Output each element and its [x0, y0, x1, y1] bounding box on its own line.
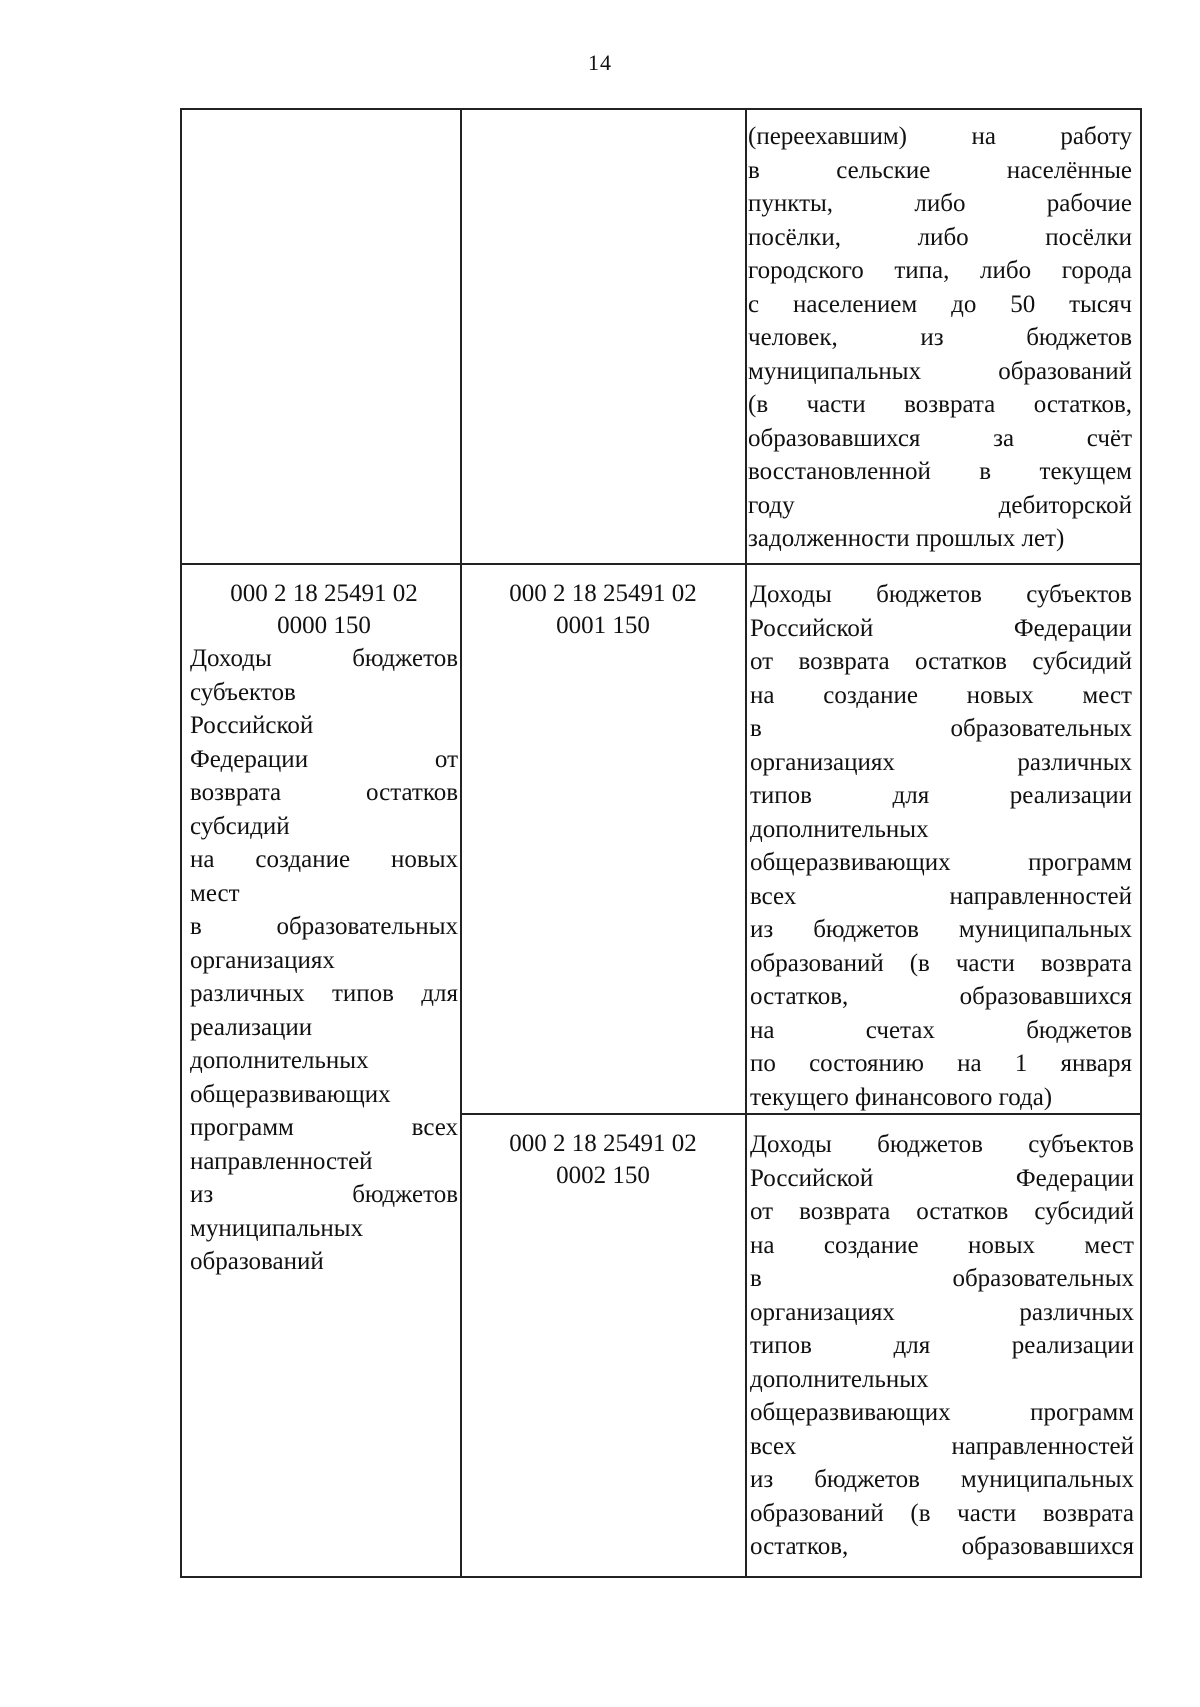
text-line: текущего финансового года) — [750, 1083, 1053, 1111]
text-line: из бюджетов муниципальных — [750, 916, 1132, 943]
text-line: в образовательных — [750, 1265, 1134, 1292]
table-border-left — [180, 108, 182, 1578]
text-line: программ всех — [190, 1114, 458, 1141]
sub2-code-line: 0002 150 — [556, 1162, 650, 1189]
text-line: субъектов — [190, 678, 296, 706]
group-code-line: 000 2 18 25491 02 — [230, 580, 418, 607]
text-line: из бюджетов — [190, 1181, 458, 1208]
text-line: в сельские населённые — [748, 156, 1132, 184]
text-line: от возврата остатков субсидий — [750, 648, 1132, 675]
text-line: Российской — [190, 712, 314, 739]
sub2-description — [750, 1128, 1134, 1564]
text-line: образований (в части возврата — [750, 1499, 1134, 1527]
text-line: всех направленностей — [750, 882, 1132, 910]
text-line: Доходы бюджетов субъектов — [750, 581, 1132, 608]
sub1-code-cell — [462, 578, 744, 642]
text-line: (переехавшим) на работу — [748, 123, 1132, 150]
text-line: субсидий — [190, 812, 290, 840]
text-line: на создание новых мест — [750, 681, 1132, 709]
text-line: на создание новых мест — [750, 1231, 1134, 1259]
text-line: различных типов для — [190, 980, 458, 1007]
text-line: типов для реализации — [750, 1332, 1134, 1359]
text-line: городского типа, либо города — [748, 257, 1132, 284]
sub2-code-line: 000 2 18 25491 02 — [509, 1130, 697, 1157]
column-divider-1 — [460, 108, 462, 1578]
text-line: от возврата остатков субсидий — [750, 1198, 1134, 1225]
text-line: в образовательных — [190, 913, 458, 940]
text-line: в образовательных — [750, 715, 1132, 742]
table-border-right — [1140, 108, 1142, 1578]
text-line: общеразвивающих — [190, 1080, 391, 1108]
text-line: дополнительных — [750, 1365, 929, 1393]
text-line: общеразвивающих программ — [750, 849, 1132, 876]
table-border-top — [180, 108, 1140, 110]
text-line: организациях различных — [750, 1298, 1134, 1326]
text-line: задолженности прошлых лет) — [748, 525, 1065, 552]
text-line: Федерации от — [190, 745, 458, 773]
text-line: Доходы бюджетов субъектов — [750, 1131, 1134, 1158]
text-line: на создание новых — [190, 846, 458, 873]
text-line: остатков, образовавшихся — [750, 983, 1132, 1010]
text-line: человек, из бюджетов — [748, 324, 1132, 351]
text-line: мест — [190, 879, 240, 907]
row2-group-cell — [190, 578, 458, 1279]
column-divider-2 — [745, 108, 747, 1578]
text-line: Российской Федерации — [750, 614, 1132, 642]
text-line: образовавшихся за счёт — [748, 424, 1132, 452]
text-line: реализации — [190, 1013, 313, 1041]
text-line: муниципальных образований — [748, 357, 1132, 385]
table-border-bottom — [180, 1576, 1140, 1578]
text-line: году дебиторской — [748, 491, 1132, 519]
sub1-description — [750, 578, 1132, 1114]
row1-description — [748, 120, 1132, 556]
text-line: по состоянию на 1 января — [750, 1050, 1132, 1077]
text-line: пункты, либо рабочие — [748, 190, 1132, 217]
text-line: остатков, образовавшихся — [750, 1533, 1134, 1560]
text-line: восстановленной в текущем — [748, 458, 1132, 485]
text-line: образований — [190, 1248, 324, 1275]
text-line: типов для реализации — [750, 782, 1132, 809]
text-line: образований (в части возврата — [750, 949, 1132, 977]
text-line: общеразвивающих программ — [750, 1399, 1134, 1426]
text-line: дополнительных — [750, 815, 929, 843]
text-line: всех направленностей — [750, 1432, 1134, 1460]
text-line: организациях различных — [750, 748, 1132, 776]
group-code-line: 0000 150 — [277, 612, 371, 639]
text-line: организациях — [190, 946, 335, 974]
row-divider — [180, 563, 1140, 565]
text-line: с населением до 50 тысяч — [748, 290, 1132, 318]
text-line: возврата остатков — [190, 779, 458, 806]
text-line: направленностей — [190, 1147, 373, 1175]
page-number: 14 — [588, 50, 612, 75]
sub2-code-cell — [462, 1128, 744, 1192]
sub1-code-line: 0001 150 — [556, 612, 650, 639]
text-line: (в части возврата остатков, — [748, 391, 1132, 418]
text-line: на счетах бюджетов — [750, 1016, 1132, 1044]
text-line: Доходы бюджетов — [190, 645, 458, 672]
text-line: Российской Федерации — [750, 1164, 1134, 1192]
text-line: из бюджетов муниципальных — [750, 1466, 1134, 1493]
text-line: посёлки, либо посёлки — [748, 223, 1132, 251]
text-line: дополнительных — [190, 1047, 369, 1074]
text-line: муниципальных — [190, 1214, 364, 1242]
sub1-code-line: 000 2 18 25491 02 — [509, 580, 697, 607]
